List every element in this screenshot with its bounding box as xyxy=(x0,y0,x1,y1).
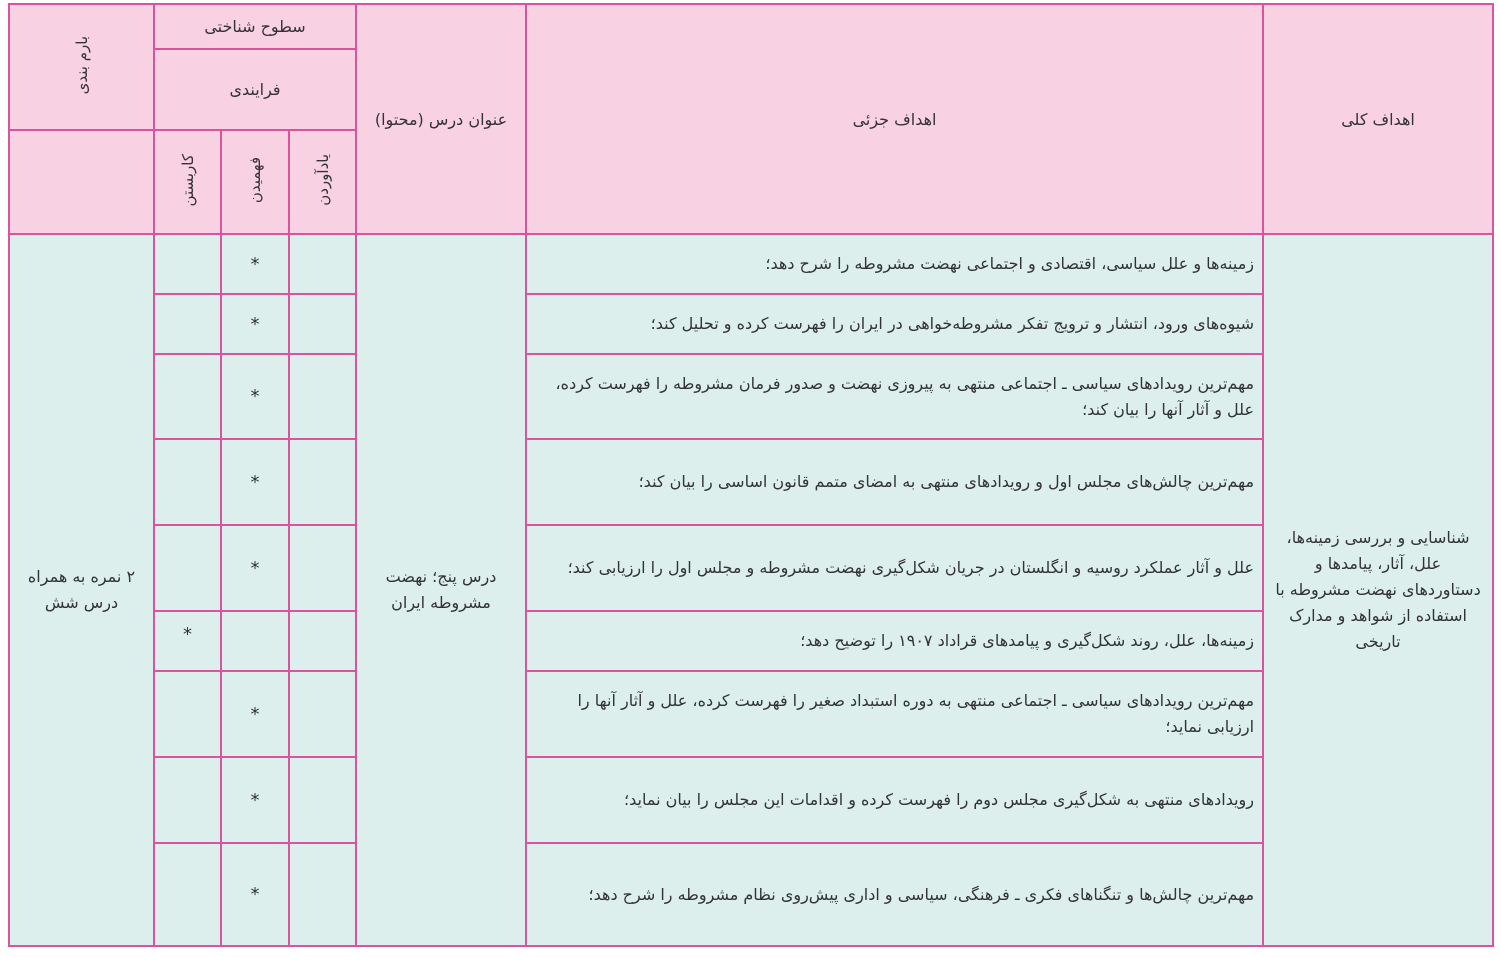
star-cell: * xyxy=(221,354,289,439)
partial-goal: مهم‌ترین رویدادهای سیاسی ـ اجتماعی منتهی به پیروزی نهضت و صدور فرمان مشروطه را فهرست کرده، علل و آثار آنها را بیان کند؛ xyxy=(526,354,1263,439)
star-cell: * xyxy=(221,439,289,525)
header-remembering: یادآوردن xyxy=(289,130,356,234)
lesson-plan-table xyxy=(8,3,1494,947)
star-cell xyxy=(289,234,356,294)
header-general-goals: اهداف کلی xyxy=(1263,4,1493,234)
star-cell xyxy=(221,611,289,671)
header-cognitive-levels: سطوح شناختی xyxy=(154,4,356,49)
partial-goal: مهم‌ترین رویدادهای سیاسی ـ اجتماعی منتهی به دوره استبداد صغیر را فهرست کرده، علل و آثار آنها را ارزیابی نماید؛ xyxy=(526,671,1263,757)
star-cell xyxy=(154,354,221,439)
star-cell xyxy=(154,234,221,294)
star-cell: * xyxy=(221,843,289,946)
star-cell xyxy=(289,439,356,525)
header-understanding: فهمیدن xyxy=(221,130,289,234)
star-cell: * xyxy=(221,294,289,354)
star-cell xyxy=(289,354,356,439)
partial-goal: مهم‌ترین چالش‌های مجلس اول و رویدادهای منتهی به امضای متمم قانون اساسی را بیان کند؛ xyxy=(526,439,1263,525)
star-cell: * xyxy=(154,611,221,671)
star-cell xyxy=(289,294,356,354)
body-bar-bandi: ۲ نمره به همراه درس شش xyxy=(9,234,154,946)
star-cell xyxy=(154,439,221,525)
header-bar-bandi-blank xyxy=(9,130,154,234)
header-partial-goals: اهداف جزئی xyxy=(526,4,1263,234)
star-cell xyxy=(154,671,221,757)
header-applying: کاربستن xyxy=(154,130,221,234)
star-cell: * xyxy=(221,525,289,611)
star-cell xyxy=(289,611,356,671)
star-cell xyxy=(154,525,221,611)
star-cell xyxy=(289,843,356,946)
star-cell xyxy=(289,525,356,611)
partial-goal: مهم‌ترین چالش‌ها و تنگناهای فکری ـ فرهنگی، سیاسی و اداری پیش‌روی نظام مشروطه را شرح دهد؛ xyxy=(526,843,1263,946)
partial-goal: رویدادهای منتهی به شکل‌گیری مجلس دوم را فهرست کرده و اقدامات این مجلس را بیان نماید؛ xyxy=(526,757,1263,843)
body-general-goal: شناسایی و بررسی زمینه‌ها، علل، آثار، پیامدها و دستاوردهای نهضت مشروطه با استفاده از شواهد و مدارک تاریخی xyxy=(1263,234,1493,946)
star-cell xyxy=(154,843,221,946)
partial-goal: زمینه‌ها، علل، روند شکل‌گیری و پیامدهای قراداد ۱۹۰۷ را توضیح دهد؛ xyxy=(526,611,1263,671)
star-cell xyxy=(154,294,221,354)
star-cell: * xyxy=(221,671,289,757)
star-cell: * xyxy=(221,234,289,294)
star-cell xyxy=(289,671,356,757)
star-cell xyxy=(289,757,356,843)
header-lesson-title: عنوان درس (محتوا) xyxy=(356,4,526,234)
star-cell: * xyxy=(221,757,289,843)
partial-goal: شیوه‌های ورود، انتشار و ترویج تفکر مشروطه‌خواهی در ایران را فهرست کرده و تحلیل کند؛ xyxy=(526,294,1263,354)
partial-goal: زمینه‌ها و علل سیاسی، اقتصادی و اجتماعی نهضت مشروطه را شرح دهد؛ xyxy=(526,234,1263,294)
partial-goal: علل و آثار عملکرد روسیه و انگلستان در جریان شکل‌گیری نهضت مشروطه و مجلس اول را ارزیابی کند؛ xyxy=(526,525,1263,611)
header-bar-bandi: بارم بندی xyxy=(9,4,154,130)
star-cell xyxy=(154,757,221,843)
header-process: فرایندی xyxy=(154,49,356,130)
body-lesson-title: درس پنج؛ نهضت مشروطه ایران xyxy=(356,234,526,946)
